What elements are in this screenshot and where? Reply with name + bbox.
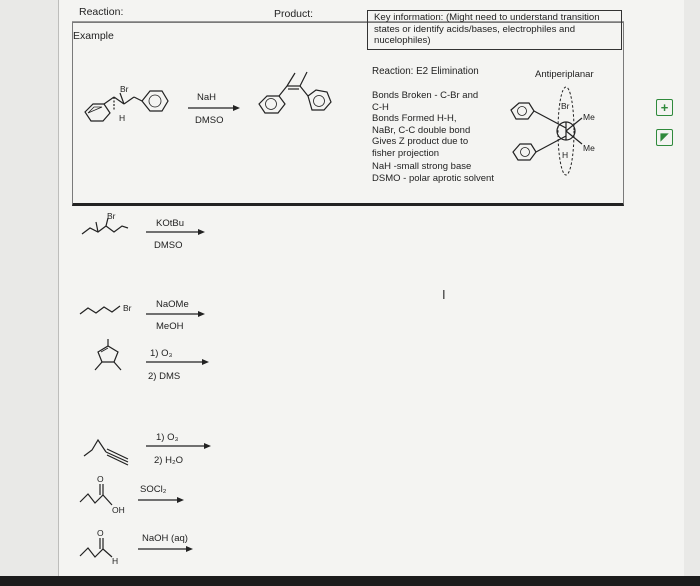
note-line: fisher projection: [372, 147, 440, 159]
reactant-5-structure: [80, 484, 112, 505]
reaction-1-reagent-bottom: DMSO: [154, 240, 183, 251]
newman-projection-structure: [511, 87, 582, 175]
newman-h-label: H: [562, 150, 569, 160]
example-product-structure: [259, 72, 331, 113]
reaction-5-oxygen-label: O: [97, 474, 104, 484]
reactant-3-structure: [95, 339, 121, 370]
example-label: Example: [73, 30, 114, 42]
product-column-header: Product:: [274, 8, 314, 20]
note-line: NaH -small strong base: [372, 161, 472, 172]
example-reaction-arrow: [188, 105, 240, 111]
reaction-2-reagent-bottom: MeOH: [156, 321, 184, 332]
reaction-4-reagent-bottom: 2) H₂O: [154, 455, 184, 466]
reaction-type: Reaction: E2 Elimination: [372, 66, 479, 77]
add-box-icon[interactable]: +: [656, 99, 673, 116]
reaction-1-reagent-top: KOtBu: [156, 218, 184, 229]
reaction-2-reagent-top: NaOMe: [156, 299, 189, 310]
example-reagent-bottom: DMSO: [195, 115, 224, 126]
reaction-3-reagent-top: 1) O₃: [150, 348, 173, 359]
example-br-label: Br: [120, 84, 129, 94]
reaction-column-header: Reaction:: [79, 6, 124, 18]
note-line: Bonds Formed H-H,: [372, 113, 457, 124]
note-line: NaBr, C-C double bond: [372, 124, 471, 136]
reaction-3-reagent-bottom: 2) DMS: [148, 371, 181, 382]
example-h-label: H: [119, 113, 126, 123]
image-box-icon[interactable]: ◤: [656, 129, 673, 146]
text-cursor-icon: I: [442, 287, 446, 302]
reaction-6-sub-label: H: [112, 556, 119, 566]
reaction-arrows: [138, 229, 211, 552]
example-reactant-structure: [85, 91, 168, 121]
note-line: DSMO - polar aprotic solvent: [372, 172, 494, 184]
example-reagent-top: NaH: [197, 92, 217, 103]
reaction-5-sub-label: OH: [112, 505, 125, 515]
note-line: C-H: [372, 101, 389, 113]
bottom-bar: [0, 576, 700, 586]
reaction-2-sub-label: Br: [123, 303, 132, 313]
newman-me-label-1: Me: [583, 112, 595, 122]
note-line: Bonds Broken - C-Br and: [372, 90, 479, 101]
reaction-4-reagent-top: 1) O₃: [156, 432, 179, 443]
reactant-4-structure: [84, 440, 128, 465]
reaction-6-reagent-top: NaOH (aq): [142, 533, 188, 544]
newman-me-label-2: Me: [583, 143, 595, 153]
reactant-6-structure: [80, 538, 112, 557]
note-line: Gives Z product due to: [372, 136, 469, 147]
reaction-5-reagent-top: SOCl₂: [140, 484, 167, 495]
key-information-text: Key information: (Might need to understand transition states or identify acids/bases, electrophiles and nucelophiles): [374, 12, 600, 46]
reactant-1-structure: [82, 218, 128, 234]
reaction-1-sub-label: Br: [107, 211, 116, 221]
newman-br-label: Br: [561, 101, 570, 111]
reaction-6-oxygen-label: O: [97, 528, 104, 538]
antiperiplanar-label: Antiperiplanar: [535, 69, 594, 80]
reactant-2-structure: [80, 306, 120, 314]
